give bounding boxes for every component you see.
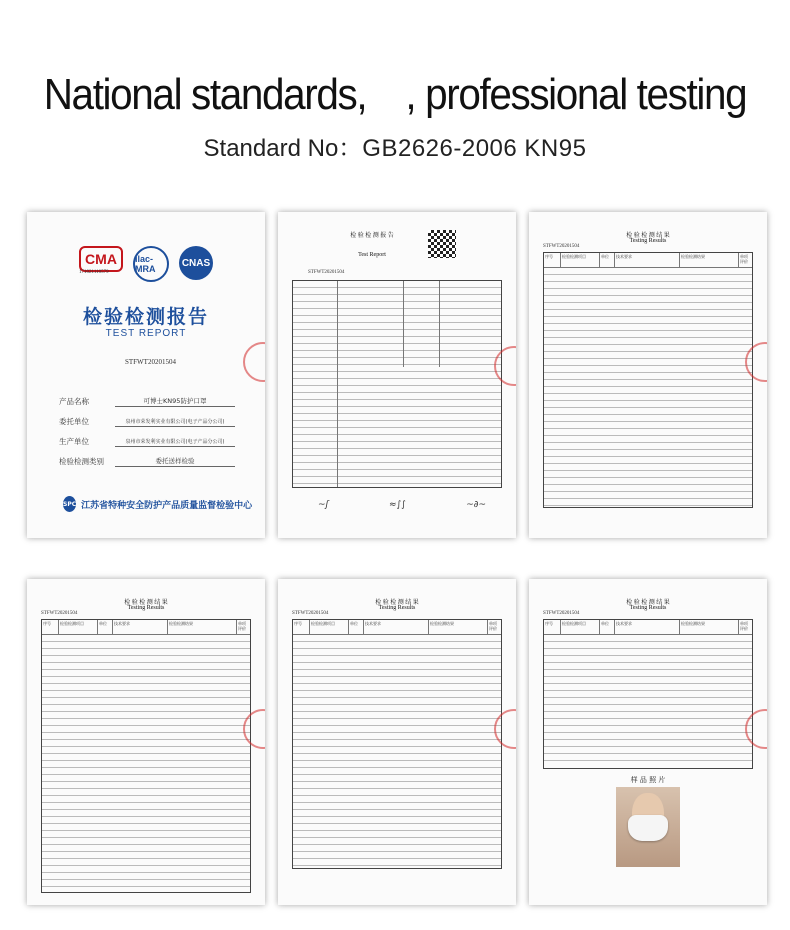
page-subtitle: Testing Results <box>629 238 667 244</box>
field-label: 检验检测类别 <box>59 457 104 466</box>
report-number: STFWT20201504 <box>543 611 580 616</box>
page-subtitle: Testing Results <box>629 605 667 611</box>
results-header-row: 序号 检验检测项目 单位 技术要求 检验检测结果 单项评价 <box>293 620 501 635</box>
standard-label: Standard No： <box>203 135 363 162</box>
sample-photo <box>616 787 680 867</box>
qr-code-icon <box>428 230 456 258</box>
report-number: STFWT20201504 <box>308 270 345 275</box>
page-subtitle: Test Report <box>358 252 386 258</box>
results-header-row: 序号 检验检测项目 单位 技术要求 检验检测结果 单项评价 <box>544 620 752 635</box>
page-title: 检 验 检 测 结 果 <box>626 600 670 606</box>
cover-field-category <box>59 456 235 467</box>
report-number: STFWT20201504 <box>543 244 580 249</box>
mask-image <box>628 815 668 841</box>
results-page-card-2[interactable] <box>529 212 767 538</box>
page-subtitle: Testing Results <box>378 605 416 611</box>
results-page-card-5[interactable] <box>529 579 767 905</box>
testing-agency <box>63 496 253 512</box>
cma-logo: CMA <box>79 246 123 272</box>
cover-field-product <box>59 396 235 407</box>
report-page-card-1[interactable] <box>278 212 516 538</box>
report-info-table <box>292 280 502 488</box>
agency-name: 江苏省特种安全防护产品质量监督检验中心 <box>81 500 253 511</box>
agency-badge-icon: SPC <box>63 496 76 512</box>
report-cover-card[interactable] <box>27 212 265 538</box>
cover-title-en: TEST REPORT <box>105 328 187 339</box>
results-table <box>41 619 251 893</box>
page-subtitle: Testing Results <box>127 605 165 611</box>
cover-field-manufacturer <box>59 436 235 447</box>
results-table <box>543 252 753 508</box>
report-number: STFWT20201504 <box>292 611 329 616</box>
signatures: ~ʃ ≈∫∫ ~∂~ <box>318 500 486 510</box>
page-title: 检 验 检 测 结 果 <box>375 600 419 606</box>
cnas-logo: CNAS <box>179 246 213 280</box>
red-seal-stamp <box>243 342 265 382</box>
field-value: 可博士KN95防护口罩 <box>115 396 235 407</box>
page-title: 检 验 检 测 报 告 <box>350 233 394 239</box>
field-label: 产品名称 <box>59 397 89 406</box>
page-headline: National standards, , professional testing <box>43 70 747 119</box>
page-title: 检 验 检 测 结 果 <box>626 233 670 239</box>
results-table <box>292 619 502 869</box>
results-header-row: 序号 检验检测项目 单位 技术要求 检验检测结果 单项评价 <box>544 253 752 268</box>
standard-number <box>0 128 790 163</box>
sample-photo-label: 样 品 照 片 <box>630 776 666 784</box>
field-value: 委托送样检验 <box>115 456 235 467</box>
certification-logos <box>27 246 265 282</box>
cover-field-client <box>59 416 235 427</box>
ilac-mra-logo: ilac-MRA <box>133 246 169 282</box>
field-value: 泉州市荣发利实业有限公司(电子产品分公司) <box>115 418 235 427</box>
results-table <box>543 619 753 769</box>
page-title: 检 验 检 测 结 果 <box>124 600 168 606</box>
results-page-card-4[interactable] <box>278 579 516 905</box>
results-page-card-3[interactable] <box>27 579 265 905</box>
results-header-row: 序号 检验检测项目 单位 技术要求 检验检测结果 单项评价 <box>42 620 250 635</box>
cover-title-cn: 检验检测报告 <box>82 306 209 328</box>
field-value: 泉州市荣发利实业有限公司(电子产品分公司) <box>115 438 235 447</box>
cma-number: 171021110579 <box>79 270 109 275</box>
field-label: 生产单位 <box>59 437 89 446</box>
cover-report-number: STFWT20201504 <box>125 358 176 366</box>
report-number: STFWT20201504 <box>41 611 78 616</box>
field-label: 委托单位 <box>59 417 89 426</box>
standard-value: GB2626-2006 KN95 <box>362 135 587 162</box>
